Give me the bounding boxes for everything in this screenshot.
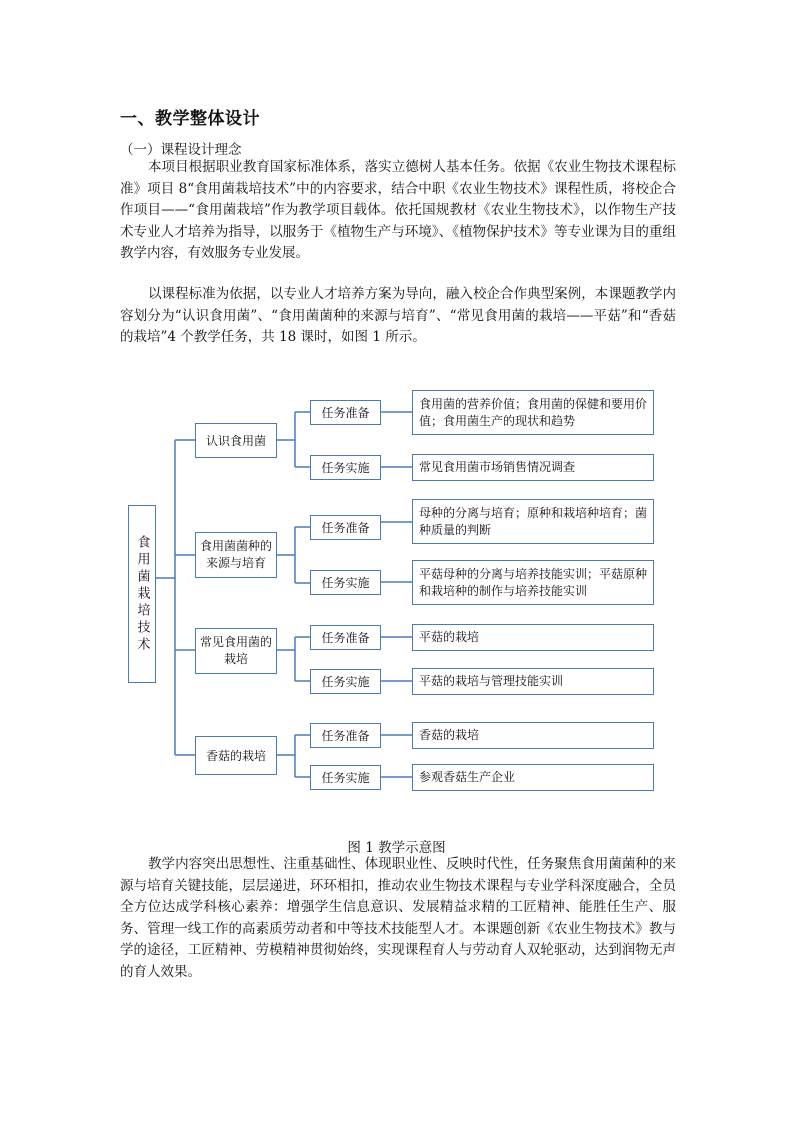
- paragraph-1: 本项目根据职业教育国家标准体系，落实立德树人基本任务。依据《农业生物技术课程标准》项目 8“食用菌栽培技术”中的内容要求，结合中职《农业生物技术》课程性质，将校企合作项目——“食用菌栽培”作为教学项目载体。依托国规教材《农业生物技术》，以作物生产技术专业人才培养为指导，以服务于《植物生产与环境》、《植物保护技术》等专业课为目的重组教学内容，有效服务专业发展。: [120, 159, 676, 262]
- task-2-node: 食用菌菌种的来源与培育: [195, 532, 277, 578]
- task-4-impl-node: 任务实施: [310, 765, 381, 790]
- task-1-impl-detail: 常见食用菌市场销售情况调查: [412, 454, 654, 481]
- section-heading: 一、教学整体设计: [120, 109, 260, 129]
- task-2-prep-detail: 母种的分离与培育；原种和栽培种培育；菌种质量的判断: [412, 499, 654, 544]
- root-node: 食用菌栽培技术: [128, 505, 156, 683]
- task-4-node: 香菇的栽培: [195, 736, 277, 775]
- task-1-prep-node: 任务准备: [310, 400, 381, 425]
- task-2-prep-node: 任务准备: [310, 515, 381, 540]
- task-3-impl-node: 任务实施: [310, 669, 381, 694]
- task-3-node: 常见食用菌的栽培: [195, 628, 277, 674]
- task-3-prep-node: 任务准备: [310, 625, 381, 650]
- teaching-diagram: [120, 360, 680, 820]
- figure-caption: 图 1 教学示意图: [347, 840, 446, 856]
- task-3-prep-detail: 平菇的栽培: [412, 624, 654, 651]
- task-2-impl-detail: 平菇母种的分离与培养技能实训；平菇原种和栽培种的制作与培养技能实训: [412, 560, 654, 605]
- task-4-prep-node: 任务准备: [310, 723, 381, 748]
- task-4-prep-detail: 香菇的栽培: [412, 722, 654, 749]
- paragraph-2: 以课程标准为依据，以专业人才培养方案为导向，融入校企合作典型案例，本课题教学内容划分为“认识食用菌”、“食用菌菌种的来源与培育”、“常见食用菌的栽培——平菇”和“香菇的栽培”4 个教学任务，共 18 课时，如图 1 所示。: [120, 286, 676, 346]
- task-3-impl-detail: 平菇的栽培与管理技能实训: [412, 668, 654, 695]
- task-2-impl-node: 任务实施: [310, 570, 381, 595]
- subsection-heading: （一）课程设计理念: [120, 142, 242, 158]
- paragraph-3: 教学内容突出思想性、注重基础性、体现职业性、反映时代性，任务聚焦食用菌菌种的来源与培育关键技能，层层递进，环环相扣，推动农业生物技术课程与专业学科深度融合，全员全方位达成学科核心素养：增强学生信息意识、发展精益求精的工匠精神、能胜任生产、服务、管理一线工作的高素质劳动者和中等技术技能型人才。本课题创新《农业生物技术》教与学的途径，工匠精神、劳模精神贯彻始终，实现课程育人与劳动育人双轮驱动，达到润物无声的育人效果。: [120, 856, 676, 980]
- task-1-impl-node: 任务实施: [310, 455, 381, 480]
- task-4-impl-detail: 参观香菇生产企业: [412, 764, 654, 791]
- task-1-prep-detail: 食用菌的营养价值；食用菌的保健和要用价值；食用菌生产的现状和趋势: [412, 390, 654, 435]
- task-1-node: 认识食用菌: [195, 423, 277, 458]
